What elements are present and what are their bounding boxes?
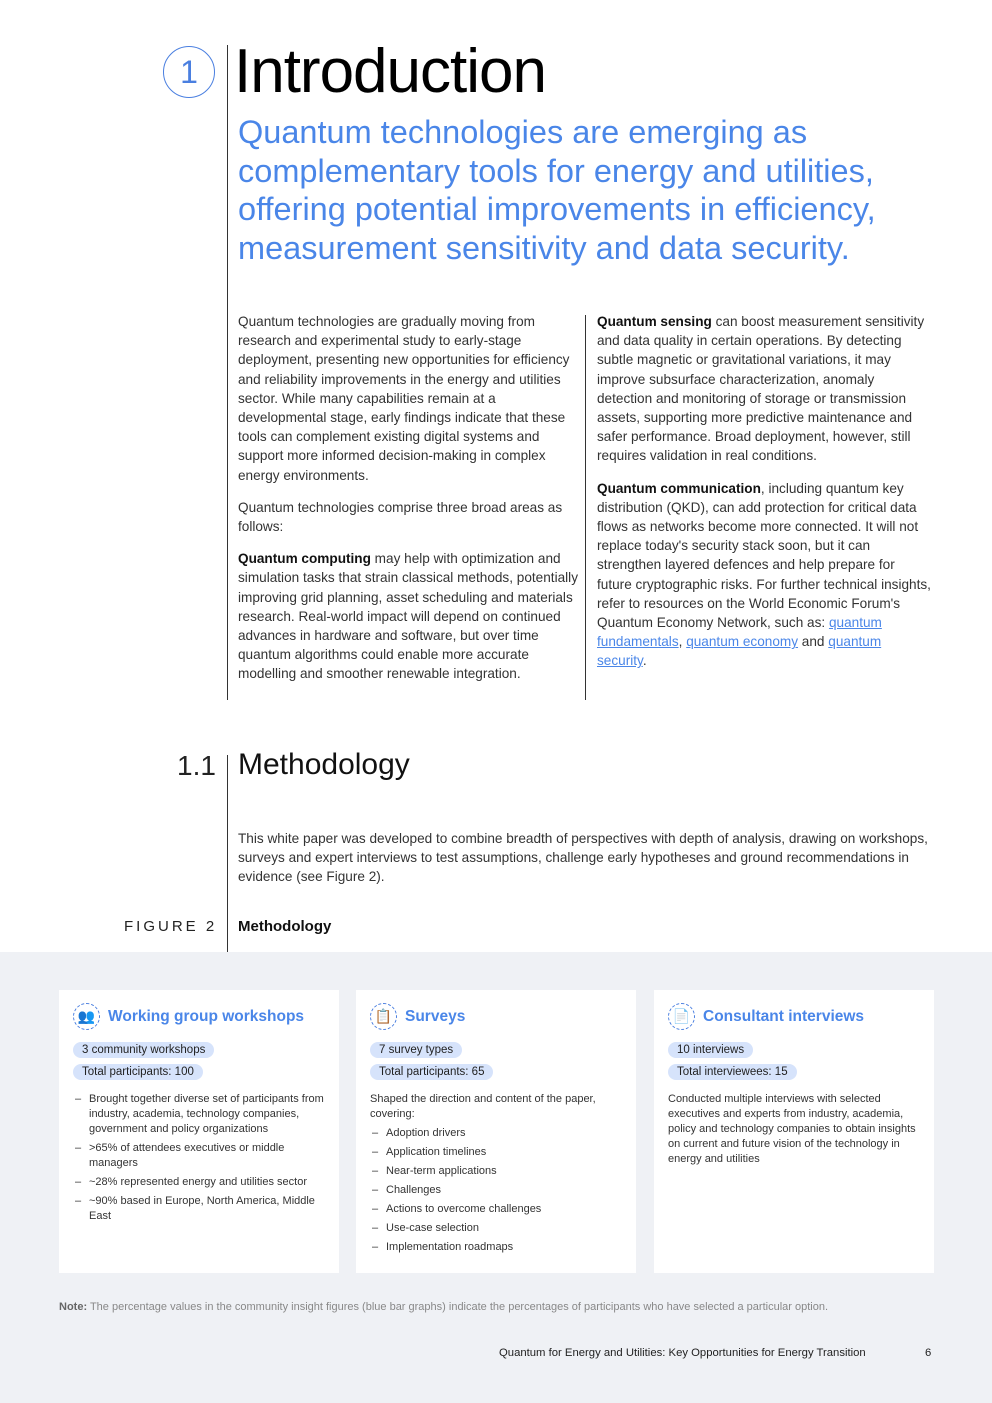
text: may help with optimization and simulation tasks that strain classical methods, potentially improving grid planning, asset scheduling and materials research. Real-world impact will depend on continued advances in hardware and software, but over time quantum algorithms could enable more accurate modelling and smoother renewable integration. (238, 551, 578, 682)
card-interviews (654, 990, 934, 1273)
section-title: Methodology (238, 748, 410, 781)
card-intro: Shaped the direction and content of the paper, covering: (370, 1093, 596, 1120)
lead-text: Quantum technologies are emerging as complementary tools for energy and utilities, offering potential improvements in efficiency, measurement sensitivity and data security. (238, 114, 876, 266)
list-item: – Challenges (370, 1183, 622, 1198)
section-number: 1.1 (177, 750, 216, 781)
intro-column-1 (238, 312, 578, 697)
list-item: – ~90% based in Europe, North America, Middle East (73, 1194, 325, 1224)
text: can boost measurement sensitivity and data quality in certain operations. By detecting subtle magnetic or gravitational variations, it may improve subsurface characterization, anomaly detection and monitoring of storage or transmission assets, supporting more predictive maintenance and safer performance. Broad deployment, however, still requires validation in real conditions. (597, 314, 925, 464)
card-text: Conducted multiple interviews with selected executives and experts from industry, academia, policy and technology companies to obtain insights on current and future vision of the technology in energy and utilities (668, 1093, 916, 1165)
link-quantum-fundamentals[interactable]: quantum fundamentals (597, 615, 882, 650)
stat-pill: Total participants: 65 (370, 1064, 493, 1080)
list-item: – Use-case selection (370, 1221, 622, 1236)
stat-pill: 10 interviews (668, 1042, 753, 1058)
list-item: – Adoption drivers (370, 1126, 622, 1141)
text: , including quantum key distribution (QKD), can add protection for critical data flows as networks become more connected. It will not replace today's security stack soon, but it can strengthen layered defences and help prepare for future cryptographic risks. For further technical insights, refer to resources on the World Economic Forum's Quantum Economy Network, such as: (597, 480, 931, 631)
text: . (642, 653, 647, 669)
page-title: Introduction (234, 37, 546, 106)
card-title: Surveys (405, 1007, 466, 1025)
card-surveys (356, 990, 636, 1273)
intro-column-2 (597, 312, 932, 684)
note-text: The percentage values in the community insight figures (blue bar graphs) indicate the percentages of participants who have selected a particular option. (87, 1301, 829, 1313)
stat-pill: 3 community workshops (73, 1042, 214, 1058)
divider (227, 45, 228, 700)
group-icon: 👥 (73, 1003, 100, 1030)
column-divider (585, 315, 586, 700)
stat-pill: Total participants: 100 (73, 1064, 203, 1080)
section-text: This white paper was developed to combine breadth of perspectives with depth of analysis, drawing on workshops, surveys and expert interviews to test assumptions, challenge early hypotheses and ground recommendations in evidence (see Figure 2). (238, 831, 928, 885)
list-item: – Actions to overcome challenges (370, 1202, 622, 1217)
paragraph (597, 312, 932, 466)
list-item: – >65% of attendees executives or middle managers (73, 1141, 325, 1171)
note-label: Note: (59, 1301, 88, 1313)
figure-label: FIGURE 2 (124, 918, 218, 935)
stat-pill: Total interviewees: 15 (668, 1064, 797, 1080)
paragraph: Quantum technologies comprise three broad areas as follows: (238, 499, 563, 535)
paragraph (238, 549, 578, 683)
card-title: Working group workshops (108, 1007, 305, 1025)
card-workshops (59, 990, 339, 1273)
paragraph (597, 479, 932, 671)
link-quantum-security[interactable]: quantum security (597, 634, 882, 669)
page-number: 6 (925, 1347, 932, 1359)
chapter-number: 1 (163, 46, 215, 98)
footer-title (499, 1347, 866, 1359)
list-item: – Application timelines (370, 1145, 622, 1160)
term: Quantum computing (238, 551, 371, 567)
figure-note (59, 1301, 828, 1313)
footer-title-bold: Quantum for Energy and Utilities: (499, 1347, 666, 1359)
list-item: – Near-term applications (370, 1164, 622, 1179)
divider (227, 755, 228, 952)
link-quantum-economy[interactable]: quantum economy (686, 634, 799, 650)
footer-title-rest: Key Opportunities for Energy Transition (665, 1347, 866, 1359)
text: , (678, 634, 687, 650)
list-item: – Brought together diverse set of participants from industry, academia, technology companies, government and policy organizations (73, 1092, 325, 1137)
term: Quantum sensing (597, 314, 712, 329)
list-item: – ~28% represented energy and utilities sector (73, 1175, 325, 1190)
list-item: – Implementation roadmaps (370, 1240, 622, 1255)
stat-pill: 7 survey types (370, 1042, 462, 1058)
survey-clipboard-icon: 📋 (370, 1003, 397, 1030)
interview-document-icon: 📄 (668, 1003, 695, 1030)
card-title: Consultant interviews (703, 1007, 865, 1025)
paragraph: Quantum technologies are gradually moving from research and experimental study to early-stage deployment, presenting new opportunities for efficiency and reliability improvements in the energy and utilities sector. While many capabilities remain at a developmental stage, early findings indicate that these tools can complement existing digital systems and support more informed decision-making in complex energy environments. (238, 314, 570, 483)
figure-title: Methodology (238, 918, 332, 935)
text: and (798, 634, 829, 650)
term: Quantum communication (597, 480, 761, 496)
